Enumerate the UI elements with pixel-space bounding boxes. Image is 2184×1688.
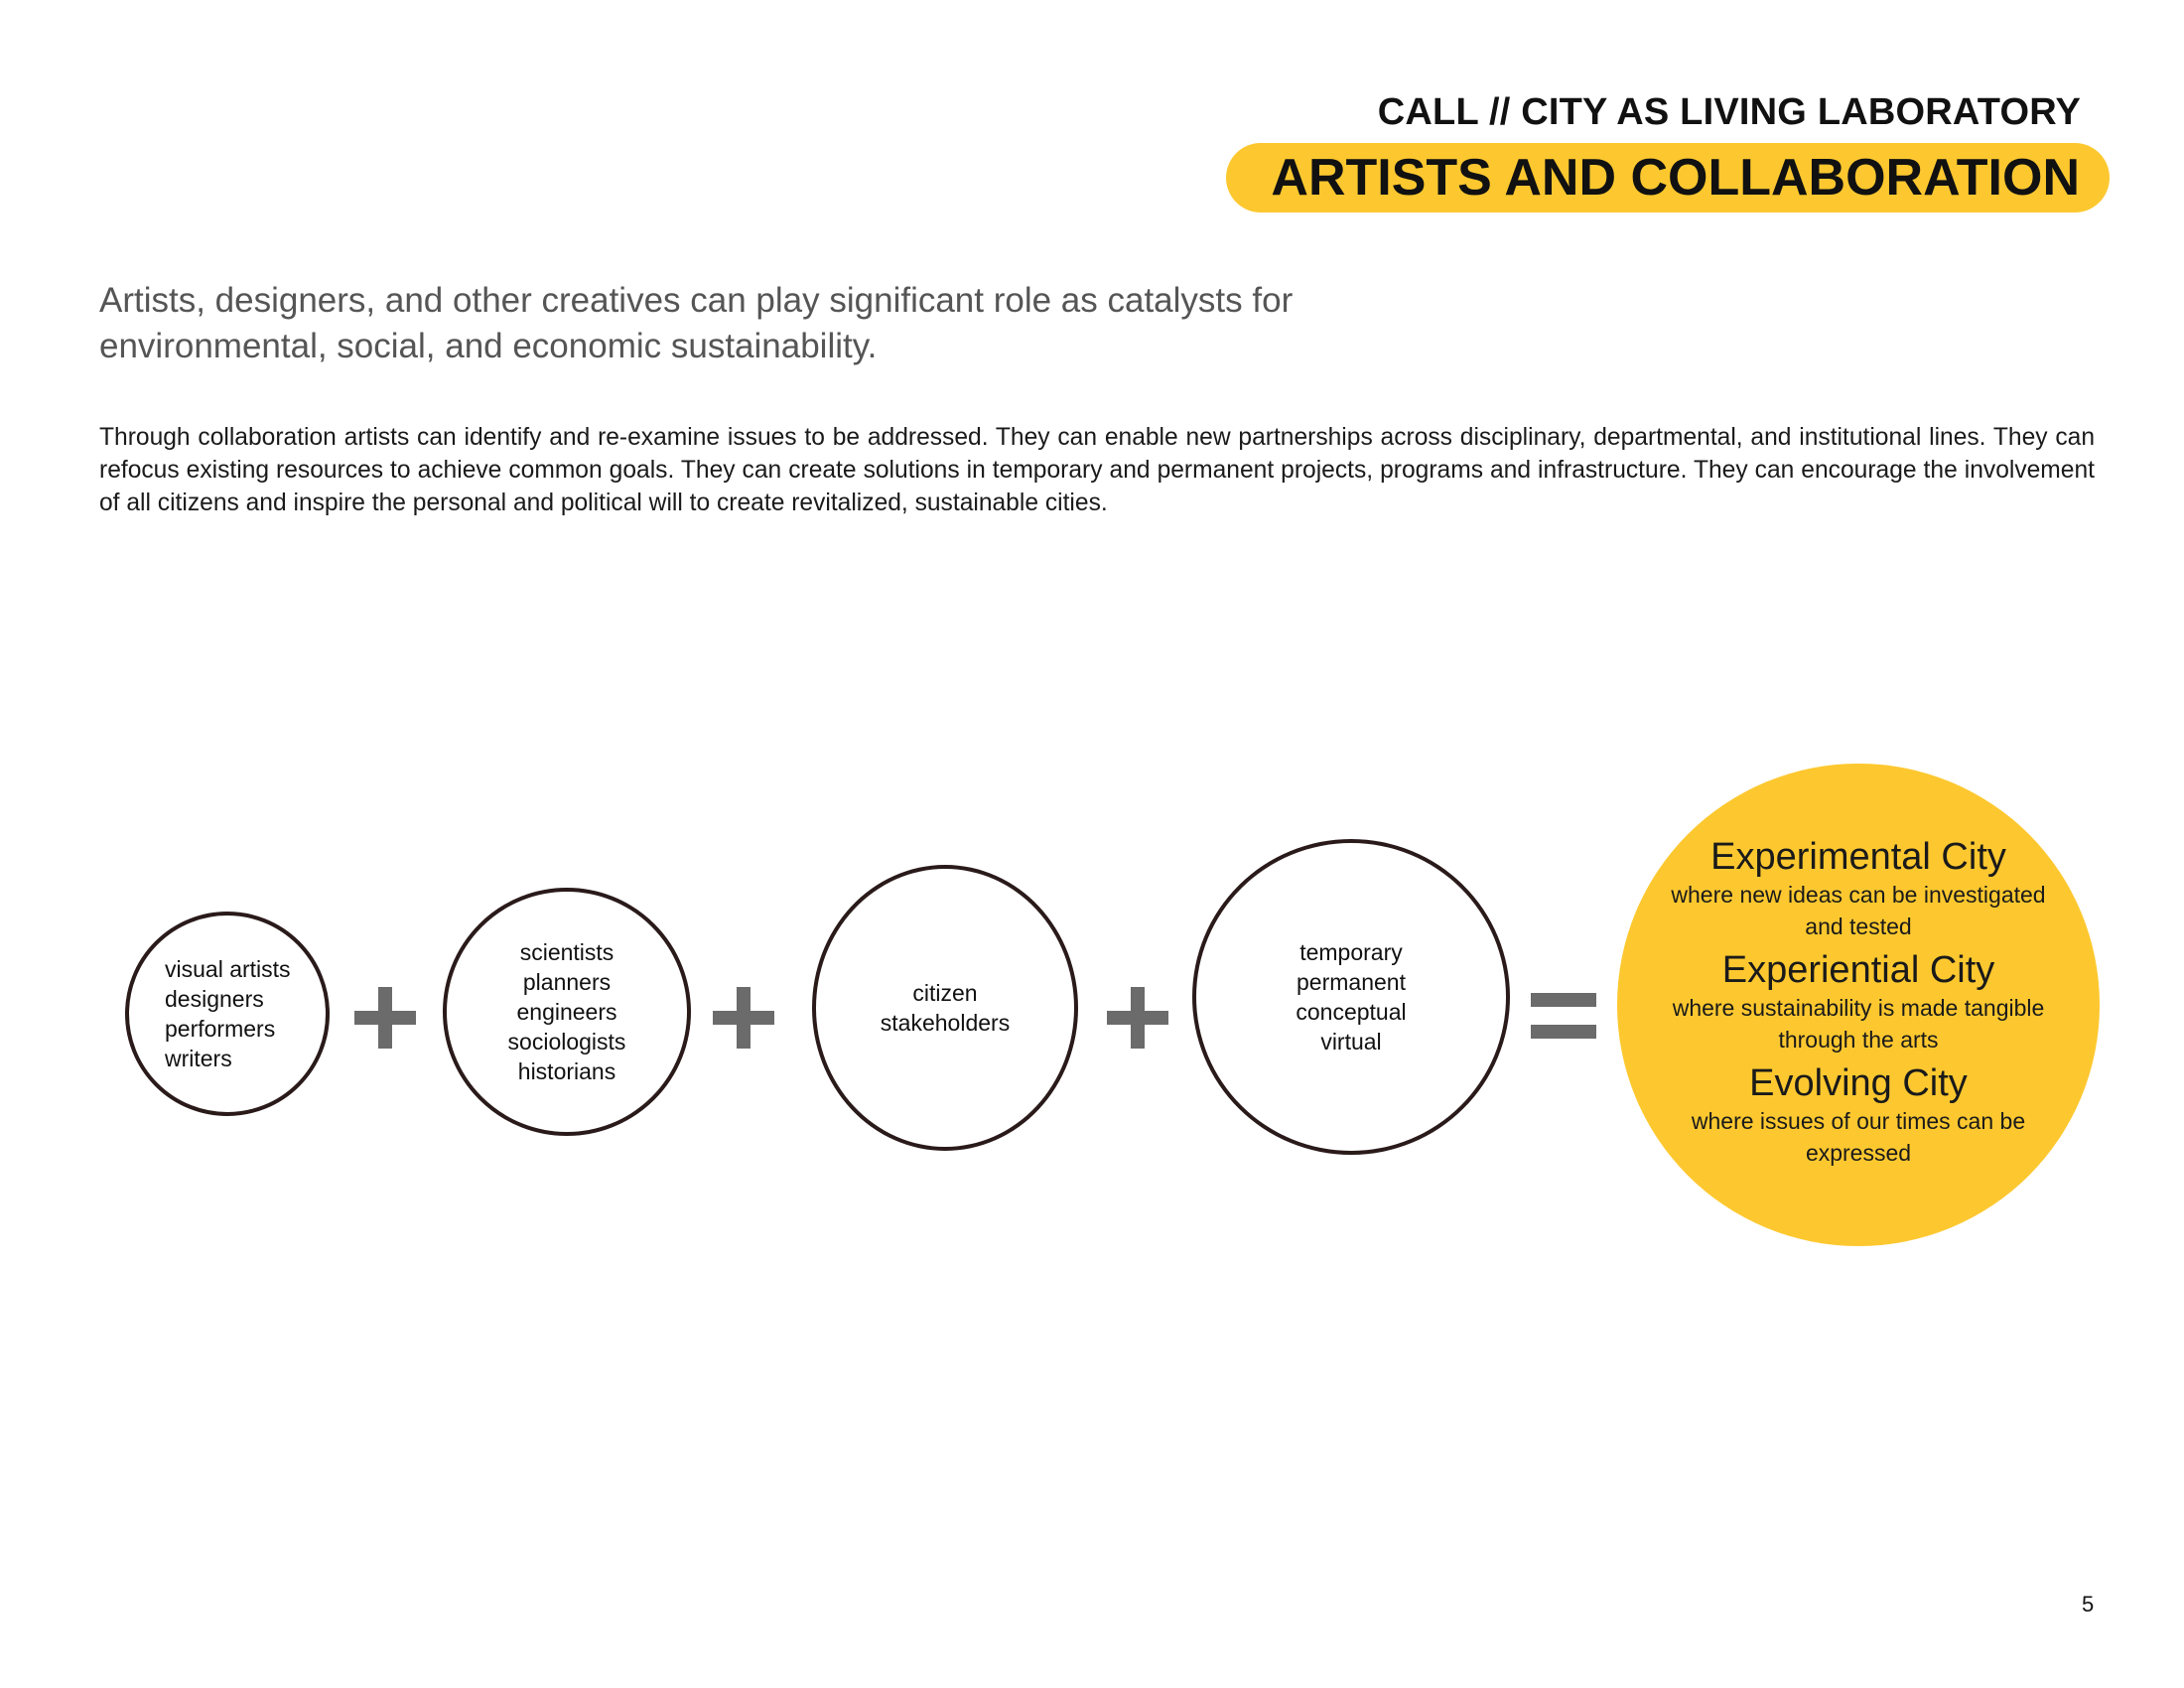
circle-item: designers [165, 986, 264, 1012]
circle-item: conceptual [1296, 999, 1407, 1025]
equals-icon [1529, 989, 1598, 1045]
circle-item: virtual [1320, 1029, 1382, 1055]
plus-icon [1103, 983, 1172, 1053]
circle-item: writers [165, 1046, 232, 1071]
circle-item: historians [517, 1058, 616, 1084]
plus-icon [709, 983, 778, 1053]
result-description: where sustainability is made tangible through the arts [1672, 995, 2045, 1053]
body-paragraph: Through collaboration artists can identify and re-examine issues to be addressed. They can enable new partnerships across disciplinary, departmental, and institutional lines. They can refocus existing resources to achieve common goals. They can create solutions in temporary and permanent projects, programs and infrastructure. They can encourage the involvement of all citizens and inspire the personal and political will to create revitalized, sustainable cities. [99, 424, 2095, 516]
result-title: Evolving City [1749, 1062, 1968, 1104]
circle-item: scientists [519, 939, 614, 965]
circle-item: planners [522, 969, 612, 995]
page-number: 5 [2082, 1592, 2095, 1617]
plus-icon [350, 983, 420, 1053]
result-title: Experiential City [1721, 949, 1995, 991]
circle-project-types [1192, 839, 1510, 1155]
lead-paragraph: Artists, designers, and other creatives can play significant role as catalysts for environmental, social, and economic sustainability. [99, 281, 1294, 365]
circle-item: performers [165, 1016, 276, 1042]
circle-professionals [443, 888, 691, 1136]
circle-item: sociologists [507, 1029, 626, 1055]
title-banner [1226, 143, 2110, 212]
circle-item: permanent [1297, 969, 1406, 995]
circle-item: engineers [516, 999, 617, 1025]
circle-item: citizen [912, 980, 978, 1006]
result-description: where issues of our times can be expressed [1691, 1108, 2026, 1166]
result-title: Experimental City [1710, 836, 2006, 878]
circle-item: temporary [1299, 939, 1403, 965]
result-circle [1617, 764, 2100, 1246]
circle-item: visual artists [165, 956, 291, 982]
result-description: where new ideas can be investigated and tested [1671, 882, 2046, 939]
section-kicker: CALL // CITY AS LIVING LABORATORY [1377, 91, 2081, 133]
circle-citizens [812, 865, 1078, 1151]
circle-item: stakeholders [880, 1010, 1011, 1036]
circle-creatives [125, 912, 330, 1116]
page-title: ARTISTS AND COLLABORATION [1271, 149, 2080, 207]
